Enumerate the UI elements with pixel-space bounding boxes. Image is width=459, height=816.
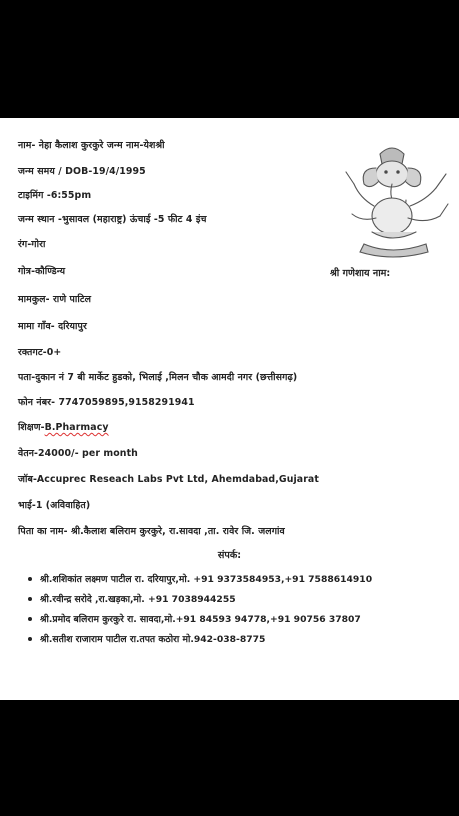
list-item xyxy=(28,634,372,654)
phone: फोन नंबर- 7747059895,9158291941 xyxy=(18,397,195,408)
address: पता-दुकान नं 7 बी मार्केट हुडको, भिलाई ,मिलन चौक आमदी नगर (छत्तीसगढ़) xyxy=(18,372,298,383)
list-item xyxy=(28,594,372,614)
list-item xyxy=(28,574,372,594)
education-value: B.Pharmacy xyxy=(44,422,109,433)
bullet-icon xyxy=(28,577,32,581)
birth-time-date: जन्म समय / DOB-19/4/1995 xyxy=(18,166,146,177)
contact-text: श्री.सतीश राजाराम पाटील रा.तपत कठोरा मो.942-038-8775 xyxy=(40,634,266,645)
salary: वेतन-24000/- per month xyxy=(18,448,138,459)
birth-place-height: जन्म स्थान -भुसावल (महाराष्ट्र) ऊंचाई -5 फीट 4 इंच xyxy=(18,214,207,225)
job: जॉब-Accuprec Reseach Labs Pvt Ltd, Ahemdabad,Gujarat xyxy=(18,474,319,485)
gotra: गोत्र-कौण्डिन्य xyxy=(18,266,66,277)
name-line: नाम- नेहा कैलाश कुरकुरे जन्म नाम-येशश्री xyxy=(18,140,165,151)
complexion: रंग-गोरा xyxy=(18,239,46,250)
contact-text: श्री.प्रमोद बलिराम कुरकुरे रा. सावदा,मो.+91 84593 94778,+91 90756 37807 xyxy=(40,614,361,625)
ganesha-image xyxy=(336,144,450,262)
timing: टाइमिंग -6:55pm xyxy=(18,190,92,201)
maternal-village: मामा गाँव- दरियापुर xyxy=(18,321,87,332)
bullet-icon xyxy=(28,597,32,601)
siblings: भाई-1 (अविवाहित) xyxy=(18,500,91,511)
blood-group: रक्तगट-0+ xyxy=(18,347,62,358)
biodata-document xyxy=(0,118,459,700)
bullet-icon xyxy=(28,617,32,621)
contacts-title: संपर्क: xyxy=(217,550,242,561)
maternal-family: मामकुल- राणे पाटिल xyxy=(18,294,92,305)
contact-text: श्री.रवीन्द्र सरोदे ,रा.खड़का,मो. +91 7038944255 xyxy=(40,594,236,605)
bullet-icon xyxy=(28,637,32,641)
contacts-list xyxy=(28,574,372,654)
contact-text: श्री.शशिकांत लक्ष्मण पाटील रा. दरियापुर,मो. +91 9373584953,+91 7588614910 xyxy=(40,574,373,585)
father: पिता का नाम- श्री.कैलाश बलिराम कुरकुरे, रा.सावदा ,ता. रावेर जि. जलगांव xyxy=(18,526,285,537)
blessing-text: श्री गणेशाय नाम: xyxy=(330,268,391,279)
list-item xyxy=(28,614,372,634)
education xyxy=(18,420,109,433)
education-prefix: शिक्षण- xyxy=(18,422,45,433)
